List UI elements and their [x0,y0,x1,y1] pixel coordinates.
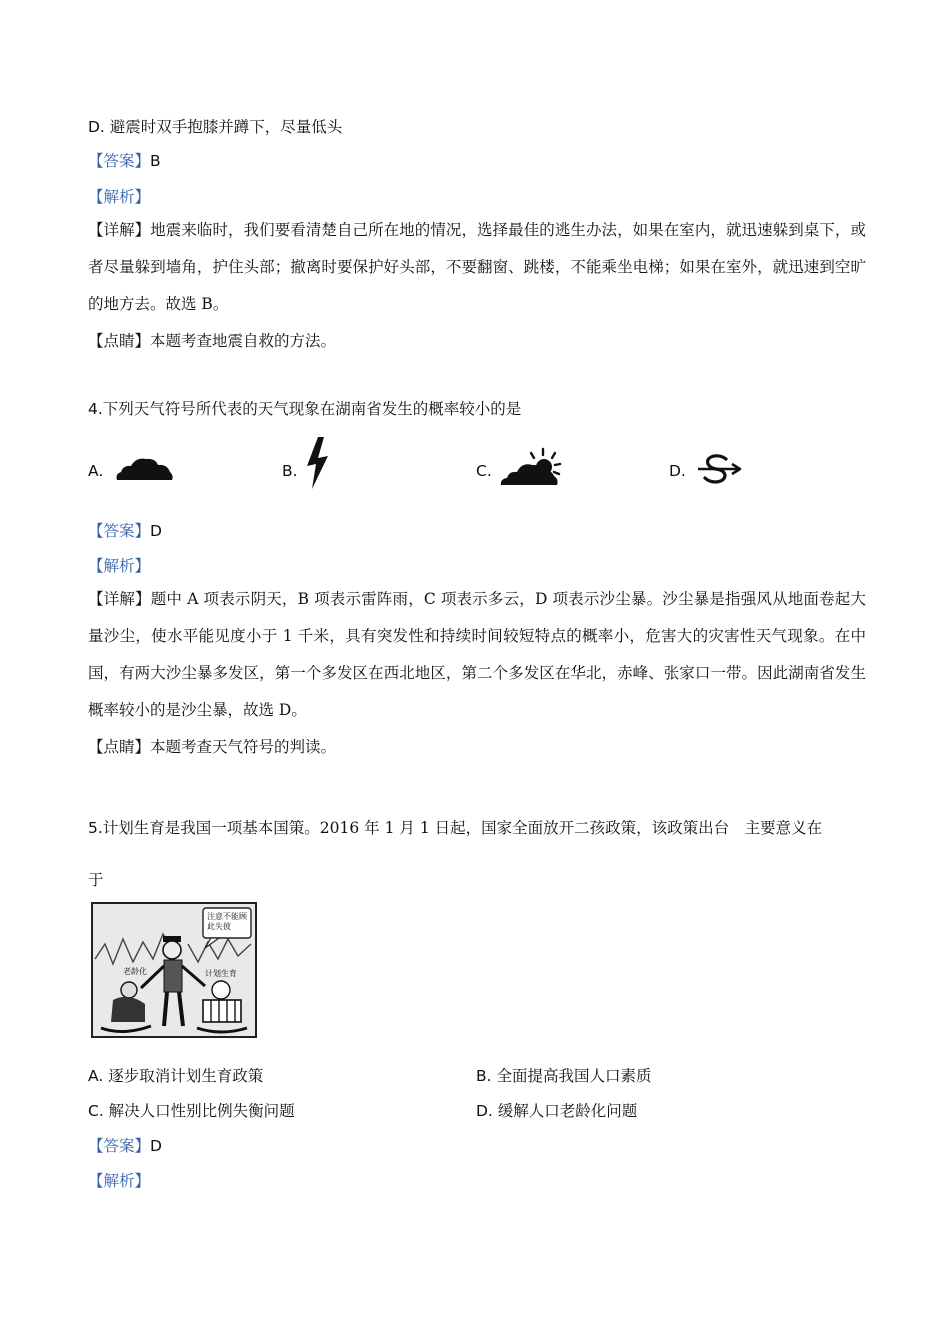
q5-option-b-letter: B. [476,1067,492,1085]
q4-point-text: 本题考查天气符号的判读。 [150,738,337,756]
q5-answer-label: 【答案】 [88,1137,151,1155]
q3-detail-label: 【详解】 [88,221,151,239]
overcast-cloud-icon [114,452,174,488]
q4-answer-value: D [150,522,162,540]
q4-answer-label: 【答案】 [88,522,151,540]
q4-detail [88,581,866,729]
q5-option-d-text: 缓解人口老龄化问题 [492,1102,638,1120]
q4-point-label: 【点睛】 [88,738,151,756]
q3-point [88,330,336,352]
q5-option-b [476,1065,652,1087]
q4-detail-text: 题中 A 项表示阴天，B 项表示雷阵雨，C 项表示多云，D 项表示沙尘暴。沙尘暴是指强风从地面卷起大量沙尘，使水平能见度小于 1 千米，具有突发性和持续时间较短特点的概率小，危害大的灾害性天气现象。在中国，有两大沙尘暴多发区，第一个多发区在西北地区，第二个多发区在华北，赤峰、张家口一带。因此湖南省发生概率较小的是沙尘暴，故选 D。 [88,590,866,719]
q4-option-a-letter: A. [88,462,104,480]
q4-answer [88,520,162,542]
cartoon-left-label: 老龄化 [123,967,147,976]
q5-option-d [476,1100,637,1122]
q3-analysis-label: 【解析】 [88,188,151,206]
q3-detail [88,212,866,323]
q5-analysis-label: 【解析】 [88,1172,151,1190]
q5-stem [88,817,822,839]
q5-answer [88,1135,162,1157]
q3-option-d-text: 避震时双手抱膝并蹲下，尽量低头 [104,118,343,136]
q5-answer-value: D [150,1137,162,1155]
q5-option-c-letter: C. [88,1102,104,1120]
cartoon-image [91,902,257,1038]
q5-option-b-text: 全面提高我国人口素质 [491,1067,652,1085]
q5-option-a [88,1065,263,1087]
q3-option-d-letter: D. [88,118,105,136]
cartoon-speech-text: 注意不能顾此失彼 [207,912,247,931]
q5-option-c-text: 解决人口性别比例失衡问题 [103,1102,295,1120]
q5-option-c [88,1100,295,1122]
q5-number: 5. [88,819,103,837]
q4-option-b-letter: B. [282,462,298,480]
q3-answer-label: 【答案】 [88,152,151,170]
q4-analysis-label: 【解析】 [88,557,151,575]
q5-stem-text: 计划生育是我国一项基本国策。2016 年 1 月 1 日起，国家全面放开二孩政策，该政策出台 主要意义在 [102,819,823,837]
q3-point-text: 本题考查地震自救的方法。 [150,332,337,350]
sun-behind-cloud-icon [499,447,563,493]
q5-option-a-letter: A. [88,1067,104,1085]
lightning-icon [303,436,331,494]
cartoon-right-label: 计划生育 [205,969,237,978]
q4-detail-label: 【详解】 [88,590,151,608]
q4-point [88,736,336,758]
q4-stem [88,398,521,420]
q3-option-d [88,116,342,138]
q4-option-d-letter: D. [669,462,686,480]
sandstorm-icon [696,452,742,490]
q5-option-a-text: 逐步取消计划生育政策 [103,1067,264,1085]
q5-option-d-letter: D. [476,1102,493,1120]
q4-stem-text: 下列天气符号所代表的天气现象在湖南省发生的概率较小的是 [102,400,522,418]
q4-number: 4. [88,400,103,418]
q3-point-label: 【点睛】 [88,332,151,350]
q5-stem-line2: 于 [88,871,104,889]
q3-answer [88,150,161,172]
q4-option-c-letter: C. [476,462,492,480]
q3-detail-text: 地震来临时，我们要看清楚自己所在地的情况，选择最佳的逃生办法，如果在室内，就迅速躲到桌下，或者尽量躲到墙角，护住头部；撤离时要保护好头部，不要翻窗、跳楼，不能乘坐电梯；如果在室外，就迅速到空旷的地方去。故选 B。 [88,221,866,313]
q3-answer-value: B [150,152,161,170]
